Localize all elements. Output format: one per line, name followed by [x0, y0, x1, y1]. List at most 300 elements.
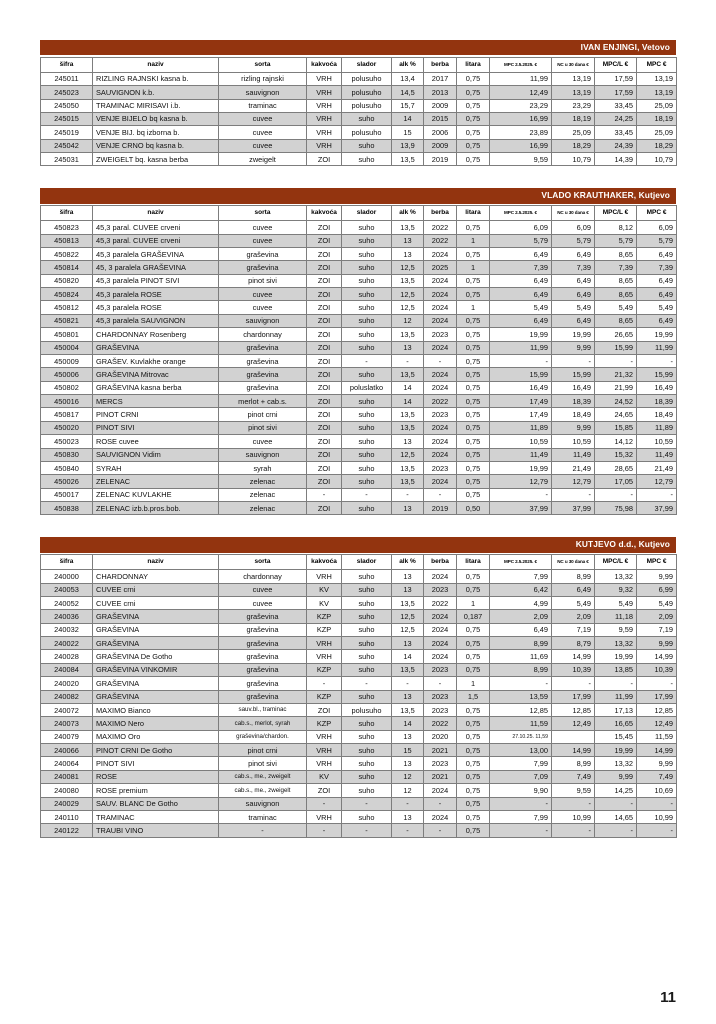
cell-sifra: 240022 — [41, 637, 93, 650]
cell-alk: 14 — [392, 381, 424, 394]
cell-litara: 0,75 — [457, 461, 490, 474]
cell-naziv: ROSE cuvee — [93, 435, 219, 448]
cell-nc: 8,79 — [552, 637, 595, 650]
cell-alk: 15 — [392, 126, 424, 139]
cell-mpcdate: 19,99 — [490, 328, 552, 341]
cell-sorta: cuvee — [219, 583, 307, 596]
cell-nc: 10,99 — [552, 810, 595, 823]
cell-sorta: cuvee — [219, 126, 307, 139]
column-header-slador: slador — [342, 555, 392, 570]
table-row — [41, 502, 677, 515]
cell-sorta: graševina — [219, 677, 307, 690]
cell-kakvoca: VRH — [307, 757, 342, 770]
cell-berba: - — [424, 488, 457, 501]
cell-alk: 13 — [392, 435, 424, 448]
cell-berba: 2024 — [424, 610, 457, 623]
cell-slador: suho — [342, 368, 392, 381]
cell-sifra: 245050 — [41, 99, 93, 112]
cell-sifra: 245023 — [41, 86, 93, 99]
cell-sorta: traminac — [219, 810, 307, 823]
cell-mpc: 37,99 — [637, 502, 677, 515]
cell-litara: 1 — [457, 261, 490, 274]
column-header-naziv: naziv — [93, 57, 219, 72]
cell-litara: 0,75 — [457, 810, 490, 823]
table-row — [41, 261, 677, 274]
cell-alk: 12,5 — [392, 288, 424, 301]
cell-mpcl: - — [595, 677, 637, 690]
cell-berba: 2024 — [424, 623, 457, 636]
cell-mpcl: 7,39 — [595, 261, 637, 274]
cell-mpc: 6,99 — [637, 583, 677, 596]
cell-kakvoca: ZOI — [307, 784, 342, 797]
cell-berba: 2022 — [424, 395, 457, 408]
cell-sifra: 245015 — [41, 112, 93, 125]
cell-mpcl: 16,65 — [595, 717, 637, 730]
cell-mpc: 11,99 — [637, 341, 677, 354]
cell-sifra: 245031 — [41, 153, 93, 166]
cell-alk: 13,9 — [392, 139, 424, 152]
cell-litara: 0,75 — [457, 139, 490, 152]
cell-kakvoca: - — [307, 488, 342, 501]
cell-slador: suho — [342, 395, 392, 408]
cell-nc: 19,99 — [552, 328, 595, 341]
cell-mpcdate: 6,49 — [490, 288, 552, 301]
cell-mpcdate: 16,49 — [490, 381, 552, 394]
cell-mpcdate: 5,49 — [490, 301, 552, 314]
cell-mpcdate: 2,09 — [490, 610, 552, 623]
cell-mpcdate: 15,99 — [490, 368, 552, 381]
cell-kakvoca: VRH — [307, 112, 342, 125]
cell-mpcdate: 11,49 — [490, 448, 552, 461]
cell-naziv: PINOT SIVI — [93, 757, 219, 770]
cell-mpc: 12,49 — [637, 717, 677, 730]
price-table — [40, 57, 677, 167]
column-header-litara: litara — [457, 206, 490, 221]
cell-nc: 14,99 — [552, 650, 595, 663]
cell-slador: poluslatko — [342, 381, 392, 394]
cell-mpcdate: 16,99 — [490, 139, 552, 152]
cell-kakvoca: ZOI — [307, 421, 342, 434]
cell-naziv: VENJE BIJ. bq izborna b. — [93, 126, 219, 139]
cell-mpc: - — [637, 488, 677, 501]
cell-litara: 0,75 — [457, 421, 490, 434]
column-header-mpcl: MPC/L € — [595, 57, 637, 72]
cell-nc: - — [552, 677, 595, 690]
cell-slador: suho — [342, 261, 392, 274]
cell-alk: - — [392, 797, 424, 810]
cell-slador: suho — [342, 770, 392, 783]
cell-mpc: 18,19 — [637, 112, 677, 125]
cell-mpcdate: - — [490, 824, 552, 837]
cell-mpc: 6,49 — [637, 247, 677, 260]
column-header-alk: alk % — [392, 57, 424, 72]
cell-mpcdate: 27.10.25. 11,59 — [490, 730, 552, 743]
cell-alk: 13,5 — [392, 596, 424, 609]
column-header-kakvoca: kakvoća — [307, 57, 342, 72]
cell-litara: 0,75 — [457, 112, 490, 125]
column-header-alk: alk % — [392, 555, 424, 570]
cell-mpc: 25,09 — [637, 99, 677, 112]
cell-berba: - — [424, 677, 457, 690]
cell-naziv: ZELENAC — [93, 475, 219, 488]
cell-mpcdate: 12,79 — [490, 475, 552, 488]
cell-slador: - — [342, 488, 392, 501]
cell-mpc: - — [637, 824, 677, 837]
cell-slador: suho — [342, 637, 392, 650]
cell-sorta: sauv.bl., traminac — [219, 703, 307, 716]
column-header-kakvoca: kakvoća — [307, 206, 342, 221]
table-row — [41, 703, 677, 716]
cell-mpcdate: 23,29 — [490, 99, 552, 112]
cell-berba: 2023 — [424, 757, 457, 770]
column-header-berba: berba — [424, 555, 457, 570]
cell-nc: 12,85 — [552, 703, 595, 716]
cell-nc: 25,09 — [552, 126, 595, 139]
cell-sifra: 450004 — [41, 341, 93, 354]
cell-mpc: 10,39 — [637, 663, 677, 676]
cell-mpcl: 13,32 — [595, 757, 637, 770]
cell-mpcdate: 7,99 — [490, 810, 552, 823]
cell-alk: 14 — [392, 112, 424, 125]
cell-mpc: 12,79 — [637, 475, 677, 488]
cell-kakvoca: - — [307, 797, 342, 810]
cell-alk: 13,5 — [392, 328, 424, 341]
cell-kakvoca: VRH — [307, 730, 342, 743]
cell-sorta: zelenac — [219, 475, 307, 488]
cell-alk: 13 — [392, 637, 424, 650]
cell-sorta: chardonnay — [219, 328, 307, 341]
cell-berba: 2022 — [424, 234, 457, 247]
cell-berba: 2024 — [424, 314, 457, 327]
cell-naziv: GRAŠEVINA kasna berba — [93, 381, 219, 394]
cell-mpc: 9,99 — [637, 570, 677, 583]
cell-mpcl: 33,45 — [595, 99, 637, 112]
cell-sifra: 240122 — [41, 824, 93, 837]
cell-kakvoca: VRH — [307, 810, 342, 823]
cell-naziv: GRAŠEVINA VINKOMIR — [93, 663, 219, 676]
column-header-naziv: naziv — [93, 206, 219, 221]
cell-slador: suho — [342, 301, 392, 314]
cell-slador: polusuho — [342, 703, 392, 716]
cell-sifra: 240000 — [41, 570, 93, 583]
cell-mpcl: 14,65 — [595, 810, 637, 823]
cell-slador: suho — [342, 408, 392, 421]
cell-litara: 0,75 — [457, 448, 490, 461]
table-row — [41, 744, 677, 757]
cell-mpcl: 5,49 — [595, 301, 637, 314]
cell-berba: 2024 — [424, 247, 457, 260]
cell-naziv: SYRAH — [93, 461, 219, 474]
table-row — [41, 757, 677, 770]
cell-naziv: GRAŠEVINA — [93, 637, 219, 650]
cell-mpc: 10,59 — [637, 435, 677, 448]
cell-sorta: graševina — [219, 690, 307, 703]
cell-mpc: - — [637, 677, 677, 690]
cell-berba: 2023 — [424, 663, 457, 676]
cell-litara: 0,75 — [457, 650, 490, 663]
cell-naziv: CHARDONNAY — [93, 570, 219, 583]
cell-nc: 5,79 — [552, 234, 595, 247]
cell-mpcdate: 19,99 — [490, 461, 552, 474]
cell-nc: 6,49 — [552, 314, 595, 327]
cell-sifra: 450016 — [41, 395, 93, 408]
cell-naziv: PINOT CRNI De Gotho — [93, 744, 219, 757]
cell-kakvoca: KV — [307, 583, 342, 596]
cell-sorta: graševina — [219, 637, 307, 650]
cell-naziv: TRAMINAC — [93, 810, 219, 823]
cell-alk: 13 — [392, 730, 424, 743]
cell-slador: suho — [342, 139, 392, 152]
cell-kakvoca: VRH — [307, 139, 342, 152]
column-header-slador: slador — [342, 57, 392, 72]
cell-berba: 2024 — [424, 341, 457, 354]
cell-sorta: cuvee — [219, 301, 307, 314]
cell-mpcdate: - — [490, 354, 552, 367]
cell-sorta: zweigelt — [219, 153, 307, 166]
table-row — [41, 99, 677, 112]
table-row — [41, 583, 677, 596]
cell-litara: 0,75 — [457, 341, 490, 354]
cell-mpcdate: 6,49 — [490, 314, 552, 327]
cell-mpcl: 15,99 — [595, 341, 637, 354]
cell-nc: 12,49 — [552, 717, 595, 730]
cell-mpcdate: 6,42 — [490, 583, 552, 596]
table-row — [41, 650, 677, 663]
cell-berba: 2020 — [424, 730, 457, 743]
cell-kakvoca: ZOI — [307, 341, 342, 354]
cell-mpc: 10,69 — [637, 784, 677, 797]
cell-alk: 13 — [392, 570, 424, 583]
cell-sifra: 450824 — [41, 288, 93, 301]
cell-slador: polusuho — [342, 126, 392, 139]
cell-sifra: 240082 — [41, 690, 93, 703]
cell-kakvoca: - — [307, 677, 342, 690]
column-header-naziv: naziv — [93, 555, 219, 570]
cell-slador: suho — [342, 570, 392, 583]
cell-naziv: GRAŠEVINA Mitrovac — [93, 368, 219, 381]
cell-nc: 6,49 — [552, 583, 595, 596]
cell-sifra: 240052 — [41, 596, 93, 609]
table-row — [41, 221, 677, 234]
cell-sorta: - — [219, 824, 307, 837]
column-header-mpc: MPC € — [637, 555, 677, 570]
cell-slador: suho — [342, 596, 392, 609]
cell-nc: - — [552, 824, 595, 837]
table-row — [41, 328, 677, 341]
cell-mpcl: 13,32 — [595, 637, 637, 650]
cell-nc: 18,39 — [552, 395, 595, 408]
cell-mpcdate: 11,89 — [490, 421, 552, 434]
cell-berba: 2024 — [424, 301, 457, 314]
cell-mpcdate: 5,79 — [490, 234, 552, 247]
cell-sorta: graševina — [219, 247, 307, 260]
cell-slador: suho — [342, 448, 392, 461]
table-row — [41, 139, 677, 152]
cell-mpcdate: 16,99 — [490, 112, 552, 125]
cell-sifra: 450813 — [41, 234, 93, 247]
cell-slador: suho — [342, 610, 392, 623]
cell-sifra: 240064 — [41, 757, 93, 770]
cell-sorta: merlot + cab.s. — [219, 395, 307, 408]
cell-litara: 0,75 — [457, 770, 490, 783]
cell-litara: 0,75 — [457, 784, 490, 797]
cell-mpcl: 19,99 — [595, 744, 637, 757]
cell-kakvoca: ZOI — [307, 502, 342, 515]
cell-alk: 12 — [392, 770, 424, 783]
cell-nc: 6,49 — [552, 288, 595, 301]
cell-kakvoca: ZOI — [307, 247, 342, 260]
cell-sifra: 450017 — [41, 488, 93, 501]
table-row — [41, 717, 677, 730]
cell-mpc: 17,99 — [637, 690, 677, 703]
cell-nc: 13,19 — [552, 72, 595, 85]
cell-sifra: 245019 — [41, 126, 93, 139]
cell-alk: 13,5 — [392, 153, 424, 166]
cell-mpcdate: 12,85 — [490, 703, 552, 716]
producer-title: IVAN ENJINGI, Vetovo — [40, 40, 676, 55]
cell-slador: - — [342, 677, 392, 690]
column-header-slador: slador — [342, 206, 392, 221]
table-row — [41, 247, 677, 260]
cell-naziv: ZWEIGELT bq. kasna berba — [93, 153, 219, 166]
table-row — [41, 234, 677, 247]
cell-kakvoca: ZOI — [307, 354, 342, 367]
cell-slador: suho — [342, 112, 392, 125]
cell-naziv: 45,3 paralela ROSE — [93, 288, 219, 301]
cell-alk: 13,5 — [392, 421, 424, 434]
cell-naziv: MERCS — [93, 395, 219, 408]
table-row — [41, 381, 677, 394]
producer-title: VLADO KRAUTHAKER, Kutjevo — [40, 188, 676, 203]
cell-litara: 0,75 — [457, 274, 490, 287]
table-row — [41, 421, 677, 434]
cell-kakvoca: ZOI — [307, 221, 342, 234]
cell-kakvoca: ZOI — [307, 368, 342, 381]
cell-naziv: RIZLING RAJNSKI kasna b. — [93, 72, 219, 85]
cell-nc: 11,49 — [552, 448, 595, 461]
cell-mpcl: - — [595, 488, 637, 501]
cell-sifra: 240029 — [41, 797, 93, 810]
cell-litara: 1 — [457, 234, 490, 247]
cell-litara: 0,75 — [457, 744, 490, 757]
cell-naziv: 45,3 paral. CUVEE crveni — [93, 234, 219, 247]
cell-nc: - — [552, 354, 595, 367]
cell-berba: 2024 — [424, 435, 457, 448]
cell-litara: 0,75 — [457, 72, 490, 85]
cell-mpcdate: 6,49 — [490, 247, 552, 260]
cell-slador: suho — [342, 475, 392, 488]
cell-naziv: VENJE CRNO bq kasna b. — [93, 139, 219, 152]
table-row — [41, 770, 677, 783]
cell-sorta: pinot sivi — [219, 421, 307, 434]
table-row — [41, 435, 677, 448]
cell-sifra: 450823 — [41, 221, 93, 234]
column-header-mpc: MPC € — [637, 206, 677, 221]
cell-sorta: cuvee — [219, 234, 307, 247]
cell-berba: 2022 — [424, 221, 457, 234]
cell-slador: polusuho — [342, 72, 392, 85]
column-header-mpcdate: MPC 2.5.2025. € — [490, 206, 552, 221]
column-header-sifra: šifra — [41, 555, 93, 570]
cell-berba: 2019 — [424, 502, 457, 515]
cell-mpcdate: 7,09 — [490, 770, 552, 783]
cell-naziv: PINOT SIVI — [93, 421, 219, 434]
cell-naziv: PINOT CRNI — [93, 408, 219, 421]
cell-kakvoca: ZOI — [307, 703, 342, 716]
cell-litara: 1 — [457, 301, 490, 314]
cell-mpc: 6,09 — [637, 221, 677, 234]
cell-sorta: rizling rajnski — [219, 72, 307, 85]
cell-sorta: traminac — [219, 99, 307, 112]
cell-naziv: ZELENAC izb.b.pros.bob. — [93, 502, 219, 515]
cell-litara: 0,75 — [457, 717, 490, 730]
table-row — [41, 784, 677, 797]
cell-slador: suho — [342, 314, 392, 327]
producer-title: KUTJEVO d.d., Kutjevo — [40, 537, 676, 552]
cell-mpc: 18,49 — [637, 408, 677, 421]
cell-berba: 2024 — [424, 368, 457, 381]
cell-alk: 13 — [392, 690, 424, 703]
cell-sifra: 450026 — [41, 475, 93, 488]
cell-mpcl: 15,85 — [595, 421, 637, 434]
cell-mpcdate: 11,99 — [490, 72, 552, 85]
cell-nc: 7,39 — [552, 261, 595, 274]
cell-litara: 0,187 — [457, 610, 490, 623]
cell-nc: 21,49 — [552, 461, 595, 474]
cell-mpcl: 11,99 — [595, 690, 637, 703]
cell-slador: suho — [342, 690, 392, 703]
cell-mpcl: 9,99 — [595, 770, 637, 783]
cell-kakvoca: KZP — [307, 663, 342, 676]
cell-naziv: 45,3 paralela GRAŠEVINA — [93, 247, 219, 260]
column-header-mpcdate: MPC 2.5.2025. € — [490, 57, 552, 72]
table-row — [41, 475, 677, 488]
cell-mpc: 13,19 — [637, 86, 677, 99]
table-row — [41, 797, 677, 810]
cell-mpcl: 8,65 — [595, 247, 637, 260]
table-row — [41, 341, 677, 354]
cell-mpc: 10,99 — [637, 810, 677, 823]
cell-naziv: ROSE premium — [93, 784, 219, 797]
producer-section — [40, 537, 676, 837]
cell-alk: 15,7 — [392, 99, 424, 112]
cell-alk: 13,5 — [392, 221, 424, 234]
cell-mpc: 7,19 — [637, 623, 677, 636]
cell-naziv: MAXIMO Nero — [93, 717, 219, 730]
cell-mpc: 6,49 — [637, 314, 677, 327]
cell-naziv: GRAŠEV. Kuvlakhe orange — [93, 354, 219, 367]
cell-nc: 8,99 — [552, 757, 595, 770]
cell-slador: suho — [342, 757, 392, 770]
cell-naziv: 45,3 paralela PINOT SIVI — [93, 274, 219, 287]
cell-kakvoca: - — [307, 824, 342, 837]
cell-sorta: cuvee — [219, 221, 307, 234]
table-row — [41, 448, 677, 461]
table-row — [41, 288, 677, 301]
cell-alk: 13,4 — [392, 72, 424, 85]
cell-litara: 0,75 — [457, 757, 490, 770]
cell-litara: 0,75 — [457, 368, 490, 381]
cell-naziv: TRAUBI VINO — [93, 824, 219, 837]
cell-kakvoca: ZOI — [307, 328, 342, 341]
cell-sorta: graševina — [219, 261, 307, 274]
cell-berba: 2024 — [424, 288, 457, 301]
cell-sifra: 240081 — [41, 770, 93, 783]
cell-litara: 0,75 — [457, 126, 490, 139]
cell-alk: - — [392, 488, 424, 501]
cell-sifra: 240079 — [41, 730, 93, 743]
cell-slador: - — [342, 354, 392, 367]
